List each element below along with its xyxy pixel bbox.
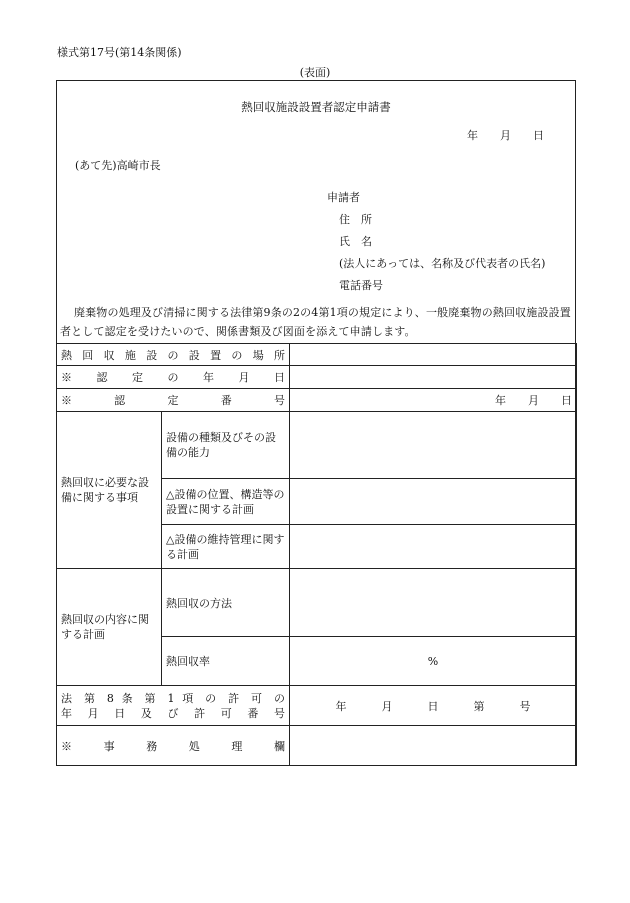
- content-group-label: 熱回収の内容に関する計画: [57, 569, 162, 686]
- table-row: [57, 686, 577, 726]
- table-row: [57, 344, 577, 366]
- table-row: [57, 412, 577, 479]
- side-label: (表面): [299, 66, 331, 79]
- applicant-address-label: 住 所: [339, 213, 372, 226]
- table-row: [57, 389, 577, 412]
- rate-label: 熱回収率: [162, 637, 290, 686]
- application-form: [56, 80, 576, 766]
- permit-no-suffix: 号: [519, 699, 531, 713]
- cert-date-field[interactable]: [290, 366, 577, 389]
- permit-label-line2: 年 月 日 及 び 許 可 番 号: [61, 706, 285, 720]
- method-field[interactable]: [290, 569, 577, 637]
- table-row: [57, 366, 577, 389]
- cert-number-field[interactable]: 年 月 日: [290, 389, 577, 412]
- equipment-maintenance-field[interactable]: [290, 525, 577, 569]
- rate-field[interactable]: %: [290, 637, 577, 686]
- form-number: 様式第17号(第14条関係): [57, 46, 182, 59]
- office-use-label: ※ 事 務 処 理 欄: [57, 726, 290, 766]
- equipment-maintenance-label: △設備の維持管理に関する計画: [162, 525, 290, 569]
- application-date: 年 月 日: [467, 129, 544, 142]
- table-row: [57, 726, 577, 766]
- equipment-position-label: △設備の位置、構造等の設置に関する計画: [162, 479, 290, 525]
- permit-no-prefix: 第: [473, 699, 485, 713]
- equipment-group-label: 熱回収に必要な設備に関する事項: [57, 412, 162, 569]
- permit-day: 日: [427, 699, 439, 713]
- applicant-block: [327, 187, 545, 297]
- permit-label: [57, 686, 290, 726]
- office-use-field[interactable]: [290, 726, 577, 766]
- applicant-corporate-note: (法人にあっては、名称及び代表者の氏名): [339, 257, 546, 270]
- method-label: 熱回収の方法: [162, 569, 290, 637]
- application-table: [56, 343, 577, 766]
- cert-date-label: ※ 認 定 の 年 月 日: [57, 366, 290, 389]
- location-field[interactable]: [290, 344, 577, 366]
- equipment-type-field[interactable]: [290, 412, 577, 479]
- applicant-phone-label: 電話番号: [339, 279, 383, 292]
- equipment-position-field[interactable]: [290, 479, 577, 525]
- applicant-name-label: 氏 名: [339, 235, 372, 248]
- application-statement: 廃棄物の処理及び清掃に関する法律第9条の2の4第1項の規定により、一般廃棄物の熱回収施設設置者として認定を受けたいので、関係書類及び図面を添えて申請します。: [60, 306, 571, 338]
- form-title: 熱回収施設設置者認定申請書: [241, 100, 391, 114]
- permit-label-line1: 法 第 8 条 第 1 項 の 許 可 の: [61, 691, 285, 705]
- addressee: (あて先)高崎市長: [75, 159, 161, 172]
- cert-number-label: ※ 認 定 番 号: [57, 389, 290, 412]
- permit-field[interactable]: [290, 686, 577, 726]
- applicant-heading: 申請者: [327, 191, 360, 204]
- equipment-type-label: 設備の種類及びその設備の能力: [162, 412, 290, 479]
- table-row: [57, 569, 577, 637]
- location-label: 熱回収施設の設置の場所: [57, 344, 290, 366]
- permit-year: 年: [335, 699, 347, 713]
- permit-month: 月: [381, 699, 393, 713]
